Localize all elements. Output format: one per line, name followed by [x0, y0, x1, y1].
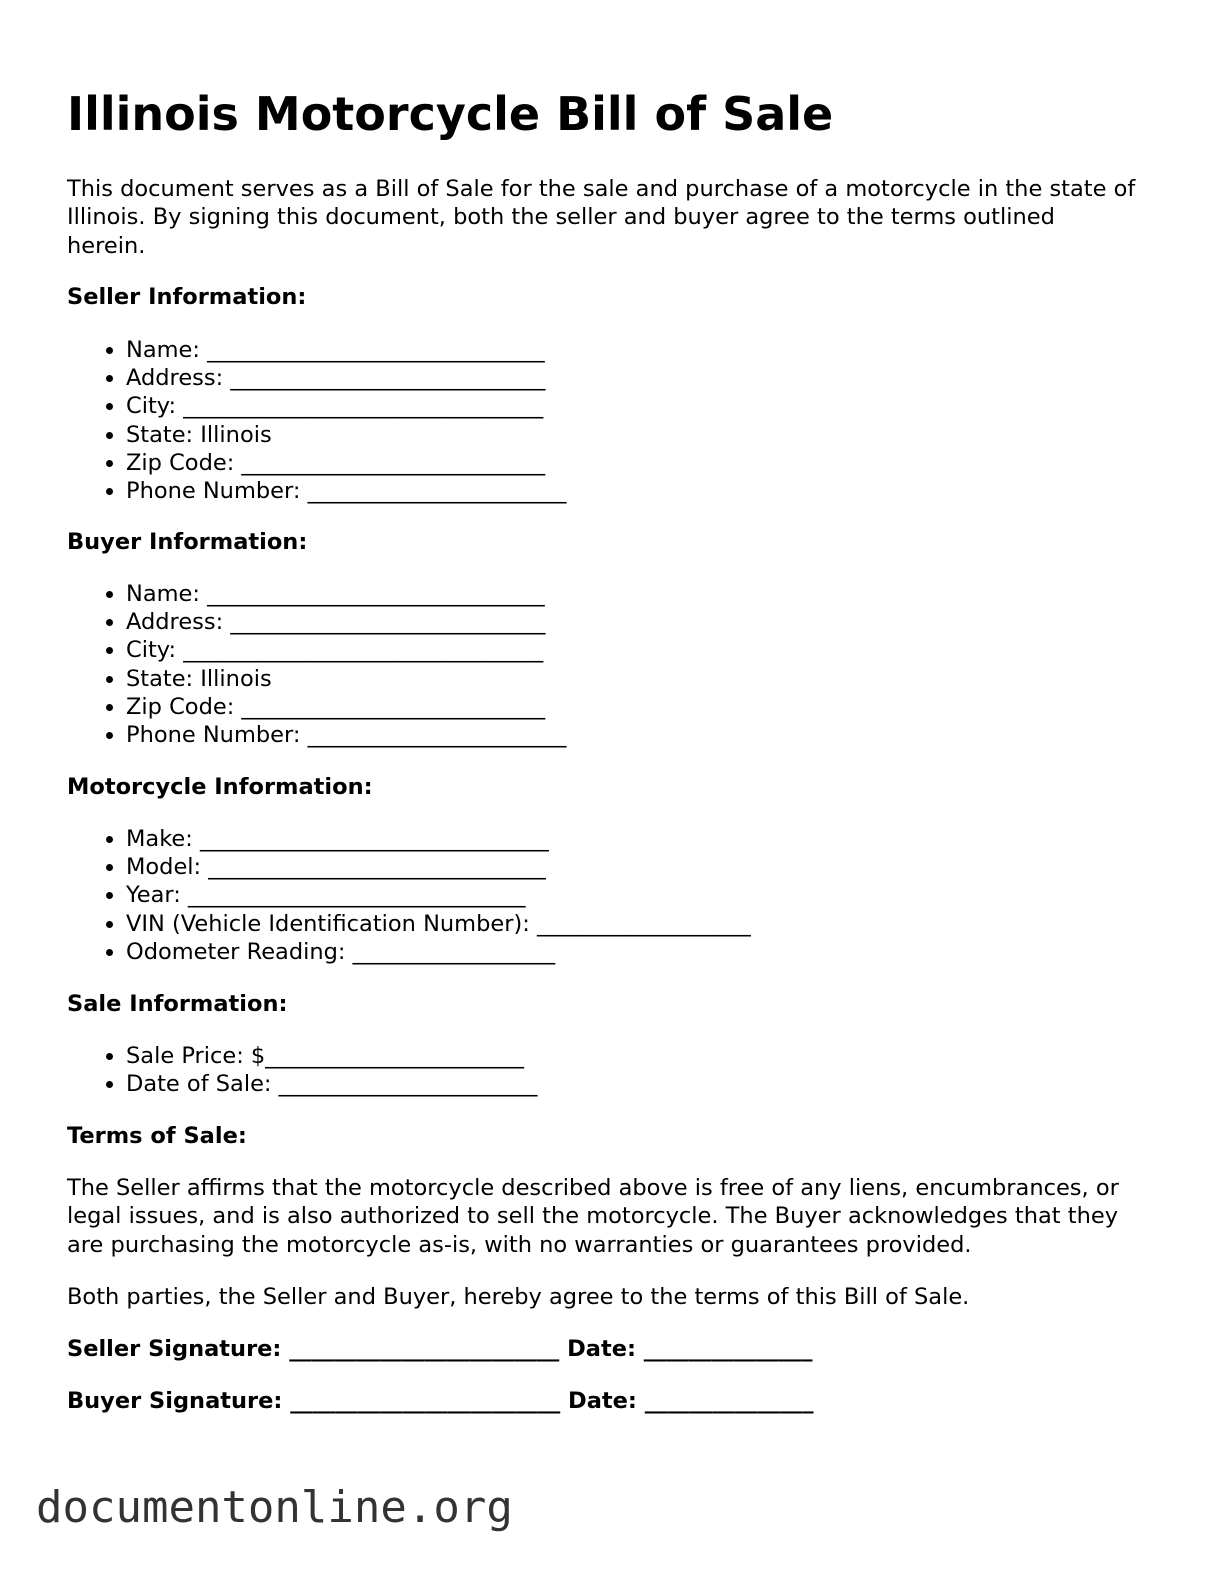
- motorcycle-model-field: • Model: ______________________________: [126, 853, 751, 881]
- seller-fields-list: [67, 336, 566, 505]
- buyer-name-field: • Name: ______________________________: [126, 580, 566, 608]
- terms-paragraph: The Seller affirms that the motorcycle described above is free of any liens, encumbrances, or legal issues, and is also authorized to sell the motorcycle. The Buyer acknowledges that they are purchasing the motorcycle as-is, with no warranties or guarantees provided.: [67, 1175, 1119, 1258]
- seller-zip-field: • Zip Code: ___________________________: [126, 449, 566, 477]
- agreement-statement: Both parties, the Seller and Buyer, hereby agree to the terms of this Bill of Sale.: [67, 1284, 970, 1310]
- terms-section-heading: Terms of Sale:: [67, 1123, 247, 1149]
- motorcycle-make-field: • Make: _______________________________: [126, 825, 751, 853]
- motorcycle-odometer-field: • Odometer Reading: __________________: [126, 938, 751, 966]
- document-title: Illinois Motorcycle Bill of Sale: [67, 87, 834, 141]
- buyer-fields-list: [67, 580, 566, 749]
- seller-city-field: • City: ________________________________: [126, 392, 566, 420]
- seller-state-field: • State: Illinois: [126, 421, 566, 449]
- buyer-phone-field: • Phone Number: _______________________: [126, 721, 566, 749]
- buyer-zip-field: • Zip Code: ___________________________: [126, 693, 566, 721]
- buyer-city-field: • City: ________________________________: [126, 636, 566, 664]
- seller-section-heading: Seller Information:: [67, 284, 307, 310]
- buyer-address-field: • Address: ____________________________: [126, 608, 566, 636]
- buyer-signature-line: Buyer Signature: ________________________ Date: _______________: [67, 1388, 814, 1414]
- seller-name-field: • Name: ______________________________: [126, 336, 566, 364]
- motorcycle-section-heading: Motorcycle Information:: [67, 774, 373, 800]
- buyer-state-field: • State: Illinois: [126, 665, 566, 693]
- motorcycle-year-field: • Year: ______________________________: [126, 881, 751, 909]
- sale-section-heading: Sale Information:: [67, 991, 288, 1017]
- seller-phone-field: • Phone Number: _______________________: [126, 477, 566, 505]
- sale-price-field: • Sale Price: $_______________________: [126, 1042, 537, 1070]
- site-watermark: documentonline.org: [36, 1482, 513, 1533]
- seller-signature-line: Seller Signature: ________________________ Date: _______________: [67, 1336, 813, 1362]
- intro-paragraph: This document serves as a Bill of Sale for the sale and purchase of a motorcycle in the state of Illinois. By signing this document, both the seller and buyer agree to the terms outlined herein.: [67, 176, 1136, 259]
- buyer-section-heading: Buyer Information:: [67, 529, 308, 555]
- sale-fields-list: [67, 1042, 537, 1098]
- sale-date-field: • Date of Sale: _______________________: [126, 1070, 537, 1098]
- motorcycle-vin-field: • VIN (Vehicle Identification Number): ___________________: [126, 910, 751, 938]
- motorcycle-fields-list: [67, 825, 751, 966]
- seller-address-field: • Address: ____________________________: [126, 364, 566, 392]
